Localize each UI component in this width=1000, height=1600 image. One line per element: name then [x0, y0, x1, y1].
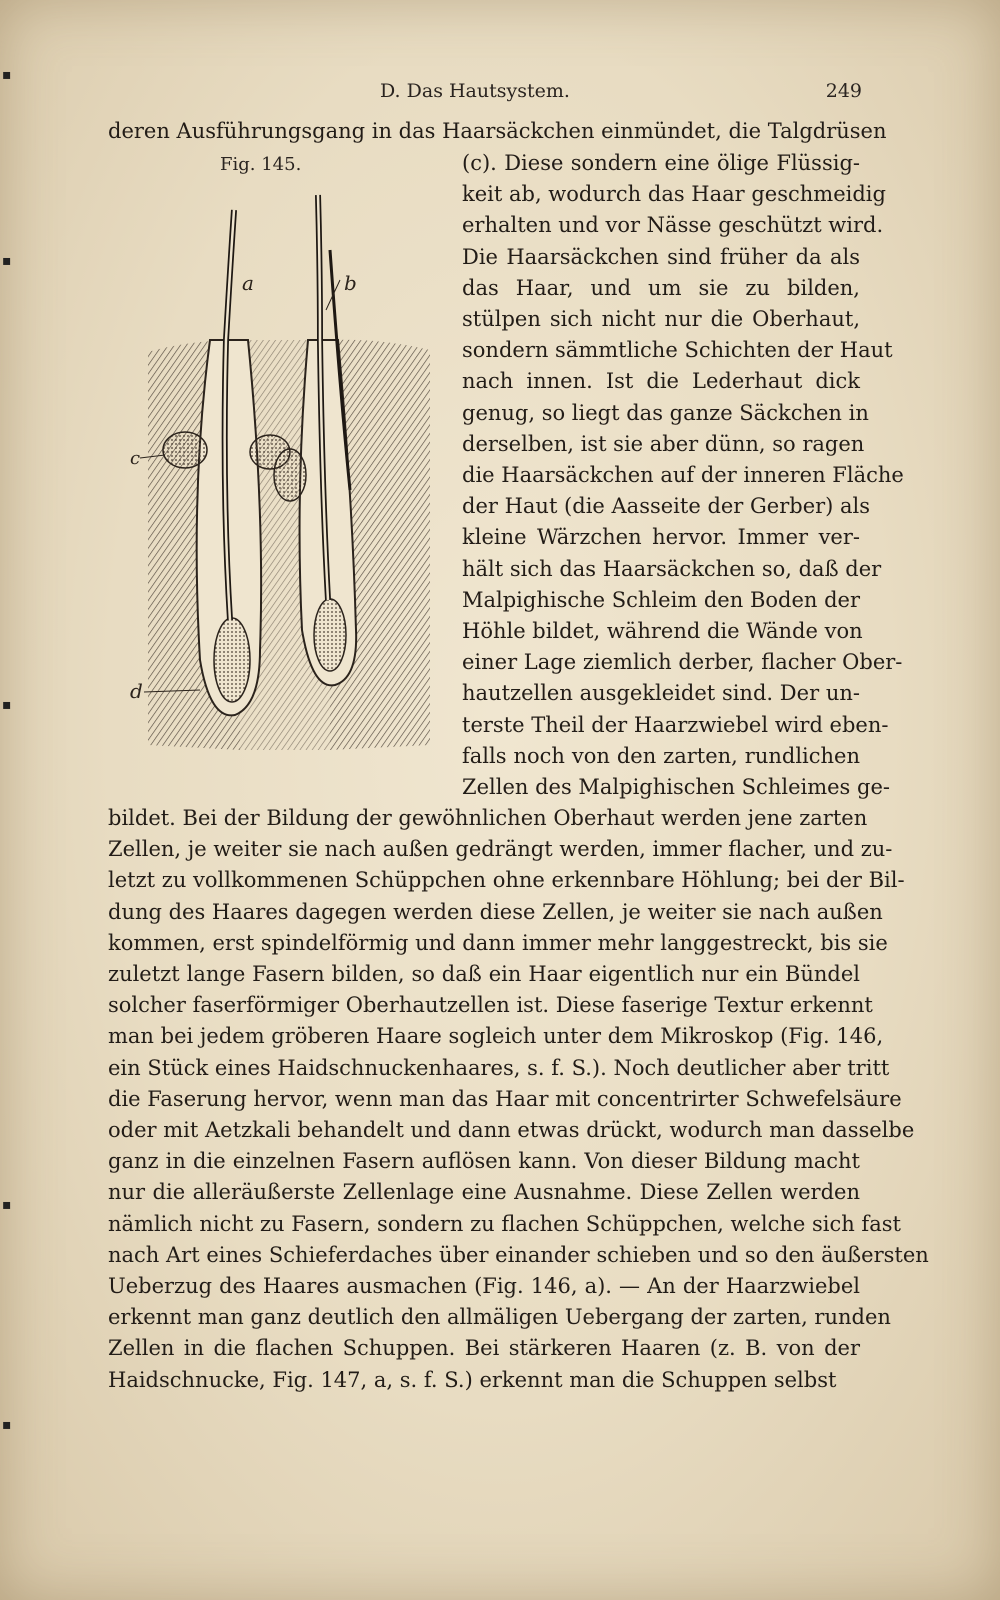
- label-c: c: [130, 448, 141, 469]
- binding-mark: ▪: [2, 253, 12, 269]
- text-line: Zellen in die flachen Schuppen. Bei stärkeren Haaren (z. B. von der: [108, 1336, 860, 1361]
- text-line: erhalten und vor Nässe geschützt wird.: [462, 213, 884, 238]
- text-line: hält sich das Haarsäckchen so, daß der: [462, 556, 882, 581]
- sebaceous-gland: [163, 432, 207, 468]
- text-line: sondern sämmtliche Schichten der Haut: [462, 338, 893, 363]
- text-line: nach innen. Ist die Lederhaut dick: [462, 369, 860, 394]
- text-line: ganz in die einzelnen Fasern auflösen kann. Von dieser Bildung macht: [108, 1149, 860, 1174]
- text-line: der Haut (die Aasseite der Gerber) als: [462, 494, 871, 519]
- text-line: dung des Haares dagegen werden diese Zellen, je weiter sie nach außen: [108, 899, 883, 924]
- label-d: d: [130, 679, 143, 703]
- text-line: man bei jedem gröberen Haare sogleich unter dem Mikroskop (Fig. 146,: [108, 1024, 884, 1049]
- label-a: a: [242, 271, 254, 295]
- sebaceous-gland: [274, 449, 306, 501]
- text-line: keit ab, wodurch das Haar geschmeidig: [462, 182, 886, 207]
- text-line: nach Art eines Schieferdaches über einander schieben und so den äußersten: [108, 1242, 929, 1267]
- body-text: [108, 803, 929, 1396]
- text-line: letzt zu vollkommenen Schüppchen ohne erkennbare Höhlung; bei der Bil-: [108, 868, 905, 893]
- text-line: (c). Diese sondern eine ölige Flüssig-: [462, 151, 860, 175]
- text-line: Zellen des Malpighischen Schleimes ge-: [462, 775, 890, 800]
- text-line: oder mit Aetzkali behandelt und dann etwas drückt, wodurch man dasselbe: [108, 1118, 915, 1143]
- text-line: bildet. Bei der Bildung der gewöhnlichen Oberhaut werden jene zarten: [108, 806, 868, 830]
- text-line: Die Haarsäckchen sind früher da als: [462, 244, 860, 269]
- text-line: nur die alleräußerste Zellenlage eine Ausnahme. Diese Zellen werden: [108, 1180, 860, 1205]
- text-line: die Haarsäckchen auf der inneren Fläche: [462, 463, 904, 488]
- text-line: Haidschnucke, Fig. 147, a, s. f. S.) erkennt man die Schuppen selbst: [108, 1367, 837, 1392]
- hair-bulb: [214, 618, 250, 702]
- text-line: einer Lage ziemlich derber, flacher Ober-: [462, 650, 903, 675]
- binding-mark: ▪: [2, 1417, 12, 1433]
- binding-mark: ▪: [2, 697, 12, 713]
- figure-caption: Fig. 145.: [220, 154, 302, 175]
- text-line: ein Stück eines Haidschnuckenhaares, s. f. S.). Noch deutlicher aber tritt: [108, 1055, 890, 1080]
- text-line: hautzellen ausgekleidet sind. Der un-: [462, 681, 860, 706]
- binding-mark: ▪: [2, 67, 12, 83]
- figure-145-hair-follicle: [130, 190, 450, 760]
- text-line: deren Ausführungsgang in das Haarsäckchen einmündet, die Talgdrüsen: [108, 119, 887, 143]
- text-line: genug, so liegt das ganze Säckchen in: [462, 400, 869, 425]
- text-line: Zellen, je weiter sie nach außen gedrängt werden, immer flacher, und zu-: [108, 837, 893, 862]
- hair-bulb: [314, 599, 346, 671]
- page-number: 249: [825, 80, 862, 102]
- label-b: b: [344, 271, 357, 295]
- text-line: Malpighische Schleim den Boden der: [462, 587, 860, 612]
- text-line: falls noch von den zarten, rundlichen: [462, 743, 860, 768]
- text-line: Ueberzug des Haares ausmachen (Fig. 146, a). — An der Haarzwiebel: [108, 1274, 860, 1299]
- text-line: derselben, ist sie aber dünn, so ragen: [462, 431, 865, 456]
- section-title: D. Das Hautsystem.: [380, 80, 570, 102]
- text-line: das Haar, und um sie zu bilden,: [462, 275, 860, 300]
- text-line: zuletzt lange Fasern bilden, so daß ein Haar eigentlich nur ein Bündel: [108, 962, 860, 987]
- right-column-text: [462, 148, 904, 803]
- text-line: Höhle bildet, während die Wände von: [462, 619, 863, 644]
- text-line: kleine Wärzchen hervor. Immer ver-: [462, 525, 860, 550]
- binding-mark: ▪: [2, 1197, 12, 1213]
- text-line: kommen, erst spindelförmig und dann immer mehr langgestreckt, bis sie: [108, 930, 888, 955]
- text-line: stülpen sich nicht nur die Oberhaut,: [462, 307, 860, 332]
- text-line: solcher faserförmiger Oberhautzellen ist. Diese faserige Textur erkennt: [108, 993, 873, 1018]
- hair-follicle-illustration: [130, 190, 450, 760]
- text-line: die Faserung hervor, wenn man das Haar mit concentrirter Schwefelsäure: [108, 1086, 902, 1111]
- text-line: erkennt man ganz deutlich den allmäligen Uebergang der zarten, runden: [108, 1305, 891, 1330]
- first-line: [108, 116, 887, 147]
- text-line: nämlich nicht zu Fasern, sondern zu flachen Schüppchen, welche sich fast: [108, 1211, 901, 1236]
- text-line: terste Theil der Haarzwiebel wird eben-: [462, 712, 889, 737]
- running-header: [380, 72, 862, 112]
